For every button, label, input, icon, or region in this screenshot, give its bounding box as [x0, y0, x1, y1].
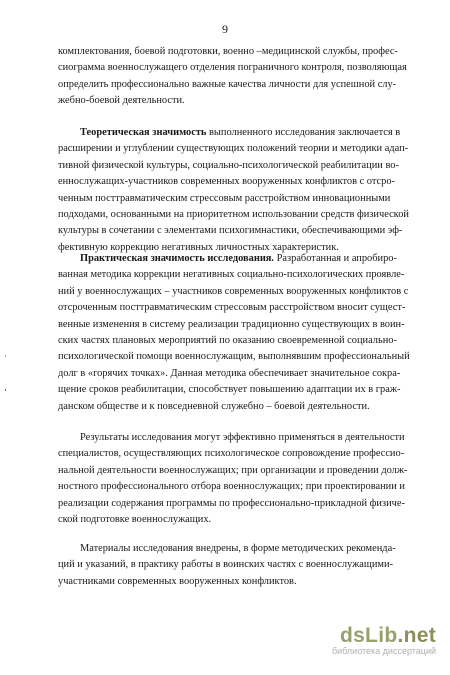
paragraph-continuation: [58, 44, 424, 110]
text-line: ских частях плановых мероприятий по оказанию своевременной социально-: [58, 335, 397, 347]
text-line: расширении и углублении существующих положений теории и методики адап-: [58, 143, 409, 155]
paragraph-results-application: [58, 430, 424, 528]
theoretical-significance-heading: Теоретическая значимость: [80, 127, 207, 138]
margin-marks: · ʻ: [4, 351, 7, 397]
text-line: ций и указаний, в практику работы в воинских частях с военнослужащими-: [58, 559, 394, 571]
text-line: венные изменения в систему реализации традиционно существующих в воин-: [58, 318, 405, 330]
page-number: 9: [222, 22, 228, 36]
theoretical-first-line: выполненного исследования заключается в: [206, 127, 401, 138]
dslib-tagline: библиотека диссертаций: [331, 646, 436, 656]
paragraph-theoretical-significance: [58, 125, 424, 256]
text-line: психологической помощи военнослужащим, выполнявшим профессиональный: [58, 351, 410, 363]
text-line: сиограмма военнослужащего отделения пограничного контроля, позволяющая: [58, 62, 407, 74]
text-line: участниками современных вооруженных конфликтов.: [58, 575, 297, 587]
text-line: культуры в сочетании с элементами психогимнастики, обеспечивающими эф-: [58, 225, 403, 237]
text-line: ченным посттравматическим стрессовым расстройством инновационными: [58, 192, 391, 204]
text-line: еннослужащих-участников современных вооруженных конфликтов с отсро-: [58, 176, 395, 188]
paragraph-implementation: [58, 541, 424, 590]
text-line: определить профессионально важные качества личности для успешной слу-: [58, 78, 397, 90]
text-line: нальной деятельности военнослужащих; при организации и проведении долж-: [58, 464, 408, 476]
practical-first-line: Разработанная и апробиро-: [274, 253, 397, 264]
dslib-watermark: [286, 624, 436, 656]
text-line: жебно-боевой деятельности.: [58, 95, 185, 107]
paragraph-practical-significance: [58, 251, 424, 415]
practical-significance-heading: Практическая значимость исследования.: [80, 253, 275, 264]
text-line: специалистов, осуществляющих психологическое сопровождение профессио-: [58, 448, 405, 460]
text-line: комплектования, боевой подготовки, военно –медицинской службы, профес-: [58, 46, 398, 57]
text-line: ний у военнослужащих – участников современных вооруженных конфликтов с: [58, 285, 409, 297]
text-line: тивной физической культуры, социально-психологической реабилитации во-: [58, 159, 399, 171]
text-line: ванная методика коррекции негативных социально-психологических проявле-: [58, 269, 405, 281]
text-line: Результаты исследования могут эффективно применяться в деятельности: [80, 432, 405, 443]
text-line: долг в «горячих точках». Данная методика обеспечивает значительное сокра-: [58, 367, 401, 379]
text-line: отсроченным посттравматическим стрессовым расстройством вносит сущест-: [58, 302, 406, 314]
text-line: щение сроков реабилитации, способствует повышению адаптации их в граж-: [58, 384, 401, 396]
dslib-logo: dsLib.net: [339, 624, 436, 647]
text-line: фективную коррекцию негативных личностных характеристик.: [58, 241, 339, 253]
text-line: подходами, основанными на приоритетном использовании средств физической: [58, 209, 409, 221]
text-line: ской подготовке военнослужащих.: [58, 514, 212, 526]
text-line: ностного профессионального отбора военнослужащих; при проектировании и: [58, 481, 405, 493]
text-line: реализации содержания программы по профессионально-прикладной физиче-: [58, 497, 405, 509]
text-line: данском обществе и к повседневной служебно – боевой деятельности.: [58, 400, 370, 412]
text-line: Материалы исследования внедрены, в форме методических рекоменда-: [80, 543, 396, 554]
